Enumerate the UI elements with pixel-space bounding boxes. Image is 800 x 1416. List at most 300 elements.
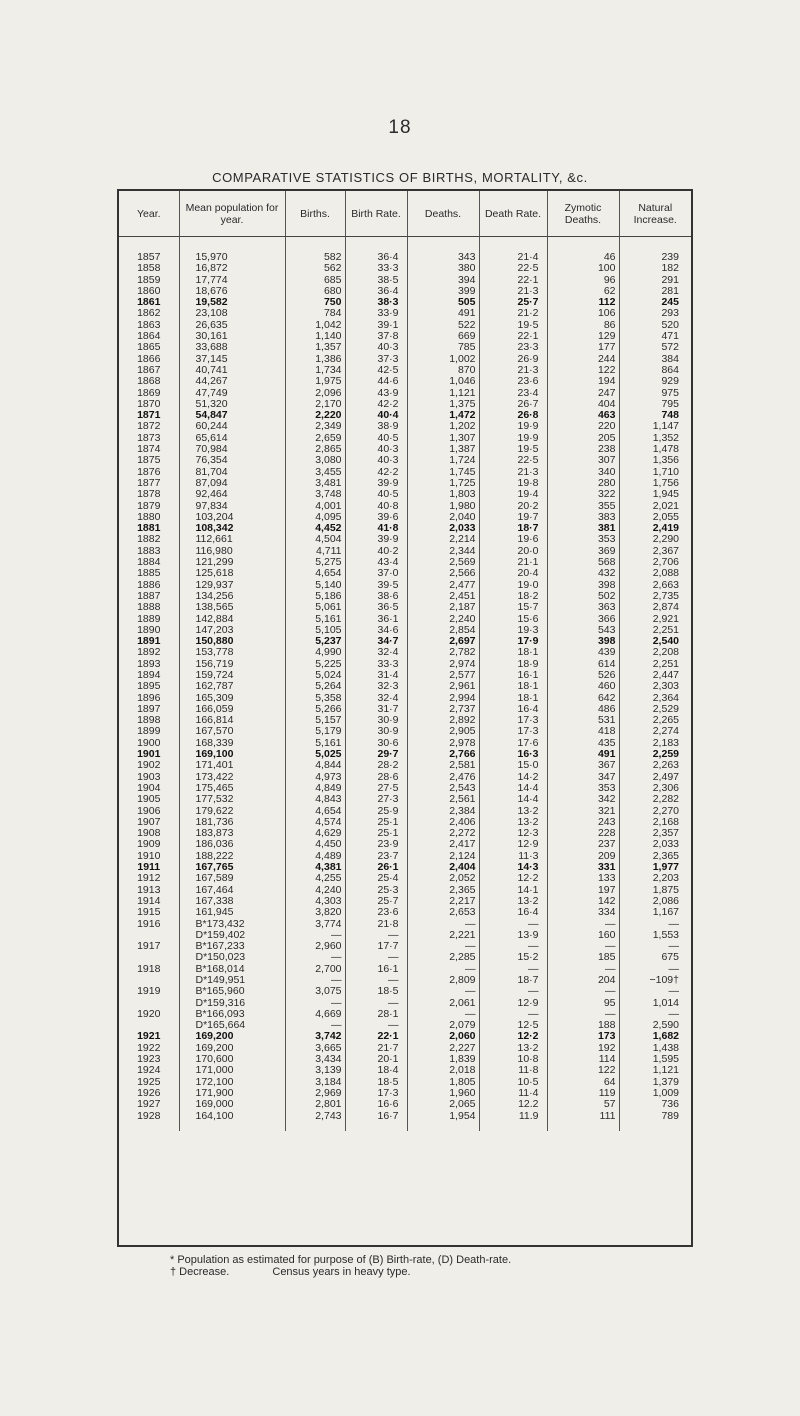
cell-births: — <box>285 952 345 963</box>
cell-zymotic-deaths: 526 <box>547 670 619 681</box>
cell-year: 1870 <box>137 398 161 410</box>
table-row <box>119 523 691 534</box>
cell-zymotic-deaths: 96 <box>547 275 619 286</box>
cell-mean-population: 169,000 <box>179 1099 285 1110</box>
cell-birth-rate: 25·1 <box>345 817 407 828</box>
cell-year: 1859 <box>137 274 161 286</box>
cell-death-rate: 19·6 <box>479 534 547 545</box>
table-row <box>119 738 691 749</box>
cell-birth-rate: 40·8 <box>345 501 407 512</box>
cell-natural-increase: 2,021 <box>619 501 691 512</box>
cell-mean-population: 17,774 <box>179 275 285 286</box>
table-row <box>119 275 691 286</box>
cell-births: 4,849 <box>285 783 345 794</box>
header-natural-increase: Natural Increase. <box>619 191 691 237</box>
cell-death-rate: 11·8 <box>479 1065 547 1076</box>
cell-births: 4,654 <box>285 806 345 817</box>
cell-year: 1876 <box>137 466 161 478</box>
cell-deaths: 669 <box>407 331 479 342</box>
cell-natural-increase: 2,735 <box>619 591 691 602</box>
header-births: Births. <box>285 191 345 237</box>
cell-deaths: 1,202 <box>407 421 479 432</box>
cell-birth-rate: 42·2 <box>345 467 407 478</box>
cell-death-rate: 19·7 <box>479 512 547 523</box>
cell-natural-increase: 2,365 <box>619 851 691 862</box>
cell-death-rate: 20·2 <box>479 501 547 512</box>
cell-zymotic-deaths: — <box>547 964 619 975</box>
cell-deaths: 2,061 <box>407 998 479 1009</box>
cell-year: 1928 <box>137 1110 161 1122</box>
cell-births: 4,669 <box>285 1009 345 1020</box>
cell-mean-population: 165,309 <box>179 693 285 704</box>
cell-deaths: 1,980 <box>407 501 479 512</box>
spacer-cell <box>479 1122 547 1131</box>
cell-birth-rate: 40·2 <box>345 546 407 557</box>
cell-deaths: 2,653 <box>407 907 479 918</box>
cell-natural-increase: 2,088 <box>619 568 691 579</box>
table-row <box>119 1065 691 1076</box>
cell-death-rate: 21·3 <box>479 365 547 376</box>
footnote-line <box>170 1266 411 1278</box>
cell-deaths: 505 <box>407 297 479 308</box>
cell-year: 1887 <box>137 590 161 602</box>
cell-zymotic-deaths: 347 <box>547 772 619 783</box>
spacer-cell <box>407 237 479 253</box>
cell-births: 4,001 <box>285 501 345 512</box>
cell-mean-population: 23,108 <box>179 308 285 319</box>
cell-natural-increase: 2,303 <box>619 681 691 692</box>
cell-year: 1907 <box>137 816 161 828</box>
cell-births: 5,266 <box>285 704 345 715</box>
cell-natural-increase: 2,357 <box>619 828 691 839</box>
cell-births: 5,140 <box>285 580 345 591</box>
cell-birth-rate: 37·3 <box>345 354 407 365</box>
cell-births: 4,452 <box>285 523 345 534</box>
cell-births: 5,157 <box>285 715 345 726</box>
table-row <box>119 467 691 478</box>
cell-birth-rate: 32·3 <box>345 681 407 692</box>
cell-birth-rate: 42·5 <box>345 365 407 376</box>
cell-mean-population: 169,200 <box>179 1031 285 1042</box>
cell-natural-increase: 2,706 <box>619 557 691 568</box>
spacer-cell <box>407 1122 479 1131</box>
cell-death-rate: 16·4 <box>479 704 547 715</box>
cell-zymotic-deaths: 243 <box>547 817 619 828</box>
table-row <box>119 252 691 263</box>
cell-deaths: 2,477 <box>407 580 479 591</box>
cell-birth-rate: 37·0 <box>345 568 407 579</box>
table-row <box>119 636 691 647</box>
cell-deaths: 1,121 <box>407 388 479 399</box>
cell-death-rate: 12·2 <box>479 873 547 884</box>
cell-births: 5,264 <box>285 681 345 692</box>
cell-zymotic-deaths: 192 <box>547 1043 619 1054</box>
table-row <box>119 704 691 715</box>
cell-mean-population: D*165,664 <box>179 1020 285 1031</box>
cell-mean-population: 167,570 <box>179 726 285 737</box>
cell-year: 1865 <box>137 342 161 354</box>
cell-mean-population: 134,256 <box>179 591 285 602</box>
cell-death-rate: 18·2 <box>479 591 547 602</box>
cell-births: 3,184 <box>285 1077 345 1088</box>
table-row <box>119 591 691 602</box>
cell-year: 1923 <box>137 1054 161 1066</box>
cell-death-rate: 23·3 <box>479 342 547 353</box>
cell-births: 5,358 <box>285 693 345 704</box>
cell-births: 5,237 <box>285 636 345 647</box>
cell-year: 1874 <box>137 444 161 456</box>
cell-death-rate: 12·9 <box>479 998 547 1009</box>
cell-birth-rate: 32·4 <box>345 693 407 704</box>
cell-death-rate: 19·3 <box>479 625 547 636</box>
table-row <box>119 896 691 907</box>
table-row <box>119 433 691 444</box>
cell-mean-population: 129,937 <box>179 580 285 591</box>
cell-zymotic-deaths: 160 <box>547 930 619 941</box>
cell-births: 3,774 <box>285 919 345 930</box>
cell-deaths: 1,960 <box>407 1088 479 1099</box>
table-row <box>119 625 691 636</box>
cell-deaths: 2,577 <box>407 670 479 681</box>
header-birth-rate: Birth Rate. <box>345 191 407 237</box>
cell-mean-population: 169,200 <box>179 1043 285 1054</box>
cell-natural-increase: 572 <box>619 342 691 353</box>
cell-birth-rate: 40·3 <box>345 444 407 455</box>
cell-year: 1864 <box>137 331 161 343</box>
cell-birth-rate: 23·7 <box>345 851 407 862</box>
cell-natural-increase: 2,208 <box>619 647 691 658</box>
cell-deaths: 2,221 <box>407 930 479 941</box>
header-mean-population: Mean population for year. <box>179 191 285 237</box>
cell-mean-population: 177,532 <box>179 794 285 805</box>
cell-zymotic-deaths: 133 <box>547 873 619 884</box>
cell-natural-increase: 975 <box>619 388 691 399</box>
cell-natural-increase: 245 <box>619 297 691 308</box>
cell-death-rate: 21·3 <box>479 286 547 297</box>
cell-births: 2,700 <box>285 964 345 975</box>
spacer-cell <box>119 1122 179 1131</box>
cell-deaths: 1,472 <box>407 410 479 421</box>
cell-year: 1910 <box>137 850 161 862</box>
cell-births: 2,096 <box>285 388 345 399</box>
cell-births: 3,665 <box>285 1043 345 1054</box>
cell-year <box>119 975 179 986</box>
cell-deaths: 2,697 <box>407 636 479 647</box>
cell-mean-population: 167,765 <box>179 862 285 873</box>
cell-mean-population: B*173,432 <box>179 919 285 930</box>
header-year: Year. <box>119 191 179 237</box>
cell-death-rate: 19·9 <box>479 421 547 432</box>
cell-births: 3,748 <box>285 489 345 500</box>
cell-deaths: 2,451 <box>407 591 479 602</box>
cell-zymotic-deaths: 614 <box>547 659 619 670</box>
cell-natural-increase: −109† <box>619 975 691 986</box>
cell-zymotic-deaths: 642 <box>547 693 619 704</box>
header-deaths: Deaths. <box>407 191 479 237</box>
cell-year <box>119 952 179 963</box>
cell-year: 1914 <box>137 895 161 907</box>
table-row <box>119 919 691 930</box>
cell-deaths: 2,033 <box>407 523 479 534</box>
cell-mean-population: 179,622 <box>179 806 285 817</box>
table-row <box>119 1054 691 1065</box>
cell-deaths: 1,803 <box>407 489 479 500</box>
cell-mean-population: 153,778 <box>179 647 285 658</box>
cell-zymotic-deaths: 502 <box>547 591 619 602</box>
cell-death-rate: 11.9 <box>479 1111 547 1122</box>
cell-births: 3,455 <box>285 467 345 478</box>
cell-death-rate: 21·3 <box>479 467 547 478</box>
table-row <box>119 602 691 613</box>
cell-deaths: 2,384 <box>407 806 479 817</box>
cell-births: 1,386 <box>285 354 345 365</box>
cell-birth-rate: — <box>345 952 407 963</box>
cell-mean-population: 166,059 <box>179 704 285 715</box>
table-body <box>119 237 691 1131</box>
cell-natural-increase: 864 <box>619 365 691 376</box>
cell-death-rate: 16·1 <box>479 670 547 681</box>
cell-death-rate: 25·7 <box>479 297 547 308</box>
cell-birth-rate: 25·1 <box>345 828 407 839</box>
cell-year: 1927 <box>137 1099 161 1111</box>
cell-death-rate: 17·6 <box>479 738 547 749</box>
table-row <box>119 647 691 658</box>
cell-deaths: 785 <box>407 342 479 353</box>
cell-death-rate: 18·7 <box>479 975 547 986</box>
cell-death-rate: 12·9 <box>479 839 547 850</box>
cell-mean-population: 175,465 <box>179 783 285 794</box>
cell-birth-rate: 37·8 <box>345 331 407 342</box>
cell-year: 1881 <box>137 523 161 535</box>
cell-natural-increase: 1,710 <box>619 467 691 478</box>
cell-deaths: — <box>407 941 479 952</box>
cell-zymotic-deaths: — <box>547 986 619 997</box>
cell-natural-increase: — <box>619 919 691 930</box>
cell-deaths: 1,375 <box>407 399 479 410</box>
cell-death-rate: 19·4 <box>479 489 547 500</box>
cell-births: 1,734 <box>285 365 345 376</box>
cell-deaths: 2,065 <box>407 1099 479 1110</box>
table-row <box>119 998 691 1009</box>
cell-births: 3,080 <box>285 455 345 466</box>
cell-deaths: — <box>407 964 479 975</box>
cell-deaths: 2,569 <box>407 557 479 568</box>
cell-death-rate: 18·1 <box>479 647 547 658</box>
cell-year: 1908 <box>137 828 161 840</box>
cell-natural-increase: 2,270 <box>619 806 691 817</box>
cell-birth-rate: 39·9 <box>345 478 407 489</box>
cell-birth-rate: 25·3 <box>345 885 407 896</box>
cell-death-rate: 13·2 <box>479 806 547 817</box>
cell-year: 1869 <box>137 387 161 399</box>
cell-birth-rate: 28·2 <box>345 760 407 771</box>
table-row <box>119 489 691 500</box>
table-row <box>119 885 691 896</box>
cell-zymotic-deaths: 204 <box>547 975 619 986</box>
cell-year: 1888 <box>137 602 161 614</box>
cell-births: 784 <box>285 308 345 319</box>
cell-births: 3,139 <box>285 1065 345 1076</box>
cell-zymotic-deaths: 543 <box>547 625 619 636</box>
cell-natural-increase: 1,009 <box>619 1088 691 1099</box>
cell-zymotic-deaths: 95 <box>547 998 619 1009</box>
cell-year: 1912 <box>137 873 161 885</box>
cell-births: 1,042 <box>285 320 345 331</box>
cell-natural-increase: 1,167 <box>619 907 691 918</box>
cell-death-rate: — <box>479 919 547 930</box>
cell-mean-population: 112,661 <box>179 534 285 545</box>
cell-year: 1873 <box>137 432 161 444</box>
cell-births: — <box>285 998 345 1009</box>
cell-natural-increase: 2,419 <box>619 523 691 534</box>
statistics-table-frame <box>117 189 693 1247</box>
cell-mean-population: 164,100 <box>179 1111 285 1122</box>
spacer-cell <box>119 237 179 253</box>
cell-zymotic-deaths: 568 <box>547 557 619 568</box>
cell-year: 1901 <box>137 749 161 761</box>
cell-death-rate: 15·7 <box>479 602 547 613</box>
cell-zymotic-deaths: 331 <box>547 862 619 873</box>
table-row <box>119 478 691 489</box>
cell-zymotic-deaths: 185 <box>547 952 619 963</box>
table-row <box>119 331 691 342</box>
cell-birth-rate: 44·6 <box>345 376 407 387</box>
cell-zymotic-deaths: 173 <box>547 1031 619 1042</box>
cell-birth-rate: 34·7 <box>345 636 407 647</box>
cell-mean-population: 161,945 <box>179 907 285 918</box>
cell-mean-population: 138,565 <box>179 602 285 613</box>
cell-mean-population: 60,244 <box>179 421 285 432</box>
cell-deaths: 2,766 <box>407 749 479 760</box>
cell-deaths: 1,307 <box>407 433 479 444</box>
cell-year: 1875 <box>137 455 161 467</box>
table-row <box>119 749 691 760</box>
cell-mean-population: 44,267 <box>179 376 285 387</box>
cell-zymotic-deaths: 100 <box>547 263 619 274</box>
table-spacer-top <box>119 237 691 253</box>
cell-year <box>119 1020 179 1031</box>
cell-death-rate: 26·8 <box>479 410 547 421</box>
cell-deaths: 2,581 <box>407 760 479 771</box>
cell-births: 2,349 <box>285 421 345 432</box>
cell-birth-rate: 16·1 <box>345 964 407 975</box>
cell-births: 5,186 <box>285 591 345 602</box>
table-row <box>119 941 691 952</box>
cell-year: 1879 <box>137 500 161 512</box>
cell-mean-population: B*165,960 <box>179 986 285 997</box>
cell-deaths: 522 <box>407 320 479 331</box>
table-row <box>119 501 691 512</box>
cell-death-rate: 19·9 <box>479 433 547 444</box>
cell-natural-increase: 471 <box>619 331 691 342</box>
cell-mean-population: 19,582 <box>179 297 285 308</box>
cell-births: 3,742 <box>285 1031 345 1042</box>
cell-deaths: 2,809 <box>407 975 479 986</box>
cell-birth-rate: 18·5 <box>345 1077 407 1088</box>
cell-zymotic-deaths: 366 <box>547 614 619 625</box>
cell-year: 1922 <box>137 1042 161 1054</box>
cell-year: 1877 <box>137 477 161 489</box>
cell-zymotic-deaths: 62 <box>547 286 619 297</box>
table-row <box>119 828 691 839</box>
cell-year: 1891 <box>137 636 161 648</box>
cell-deaths: 2,040 <box>407 512 479 523</box>
cell-natural-increase: — <box>619 964 691 975</box>
cell-natural-increase: 2,364 <box>619 693 691 704</box>
cell-births: 4,574 <box>285 817 345 828</box>
cell-deaths: 491 <box>407 308 479 319</box>
cell-zymotic-deaths: 367 <box>547 760 619 771</box>
cell-births: 2,960 <box>285 941 345 952</box>
cell-birth-rate: 38·6 <box>345 591 407 602</box>
cell-deaths: 2,227 <box>407 1043 479 1054</box>
cell-zymotic-deaths: — <box>547 919 619 930</box>
cell-births: 1,975 <box>285 376 345 387</box>
cell-death-rate: 18·1 <box>479 693 547 704</box>
cell-mean-population: 87,094 <box>179 478 285 489</box>
cell-mean-population: 65,614 <box>179 433 285 444</box>
cell-births: 582 <box>285 252 345 263</box>
cell-zymotic-deaths: 531 <box>547 715 619 726</box>
cell-natural-increase: 2,183 <box>619 738 691 749</box>
table-row <box>119 1077 691 1088</box>
cell-natural-increase: 2,447 <box>619 670 691 681</box>
cell-birth-rate: 20·1 <box>345 1054 407 1065</box>
cell-birth-rate: 36·4 <box>345 286 407 297</box>
cell-zymotic-deaths: 340 <box>547 467 619 478</box>
cell-zymotic-deaths: 322 <box>547 489 619 500</box>
cell-year: 1882 <box>137 534 161 546</box>
cell-birth-rate: 31·4 <box>345 670 407 681</box>
cell-natural-increase: 795 <box>619 399 691 410</box>
cell-death-rate: 22·1 <box>479 275 547 286</box>
cell-natural-increase: 1,977 <box>619 862 691 873</box>
table-row <box>119 286 691 297</box>
cell-mean-population: 170,600 <box>179 1054 285 1065</box>
table-row <box>119 546 691 557</box>
cell-births: 5,105 <box>285 625 345 636</box>
table-row <box>119 568 691 579</box>
cell-births: 4,654 <box>285 568 345 579</box>
cell-death-rate: 17·9 <box>479 636 547 647</box>
cell-death-rate: 11·3 <box>479 851 547 862</box>
cell-year: 1857 <box>137 252 161 263</box>
cell-zymotic-deaths: 244 <box>547 354 619 365</box>
cell-mean-population: 76,354 <box>179 455 285 466</box>
cell-deaths: 2,994 <box>407 693 479 704</box>
cell-year: 1909 <box>137 839 161 851</box>
cell-death-rate: 22·5 <box>479 455 547 466</box>
cell-natural-increase: 748 <box>619 410 691 421</box>
cell-year: 1866 <box>137 353 161 365</box>
cell-birth-rate: 40·5 <box>345 433 407 444</box>
cell-death-rate: 19·5 <box>479 444 547 455</box>
cell-birth-rate: — <box>345 1020 407 1031</box>
cell-birth-rate: 25·9 <box>345 806 407 817</box>
cell-birth-rate: 17·7 <box>345 941 407 952</box>
cell-natural-increase: 2,203 <box>619 873 691 884</box>
cell-births: 680 <box>285 286 345 297</box>
cell-year: 1861 <box>137 297 161 309</box>
page-title: COMPARATIVE STATISTICS OF BIRTHS, MORTALITY, &c. <box>212 170 588 185</box>
cell-birth-rate: 18·4 <box>345 1065 407 1076</box>
cell-births: 4,844 <box>285 760 345 771</box>
header-zymotic-deaths: Zymotic Deaths. <box>547 191 619 237</box>
cell-mean-population: 103,204 <box>179 512 285 523</box>
cell-natural-increase: 2,251 <box>619 625 691 636</box>
table-row <box>119 557 691 568</box>
cell-natural-increase: 1,595 <box>619 1054 691 1065</box>
